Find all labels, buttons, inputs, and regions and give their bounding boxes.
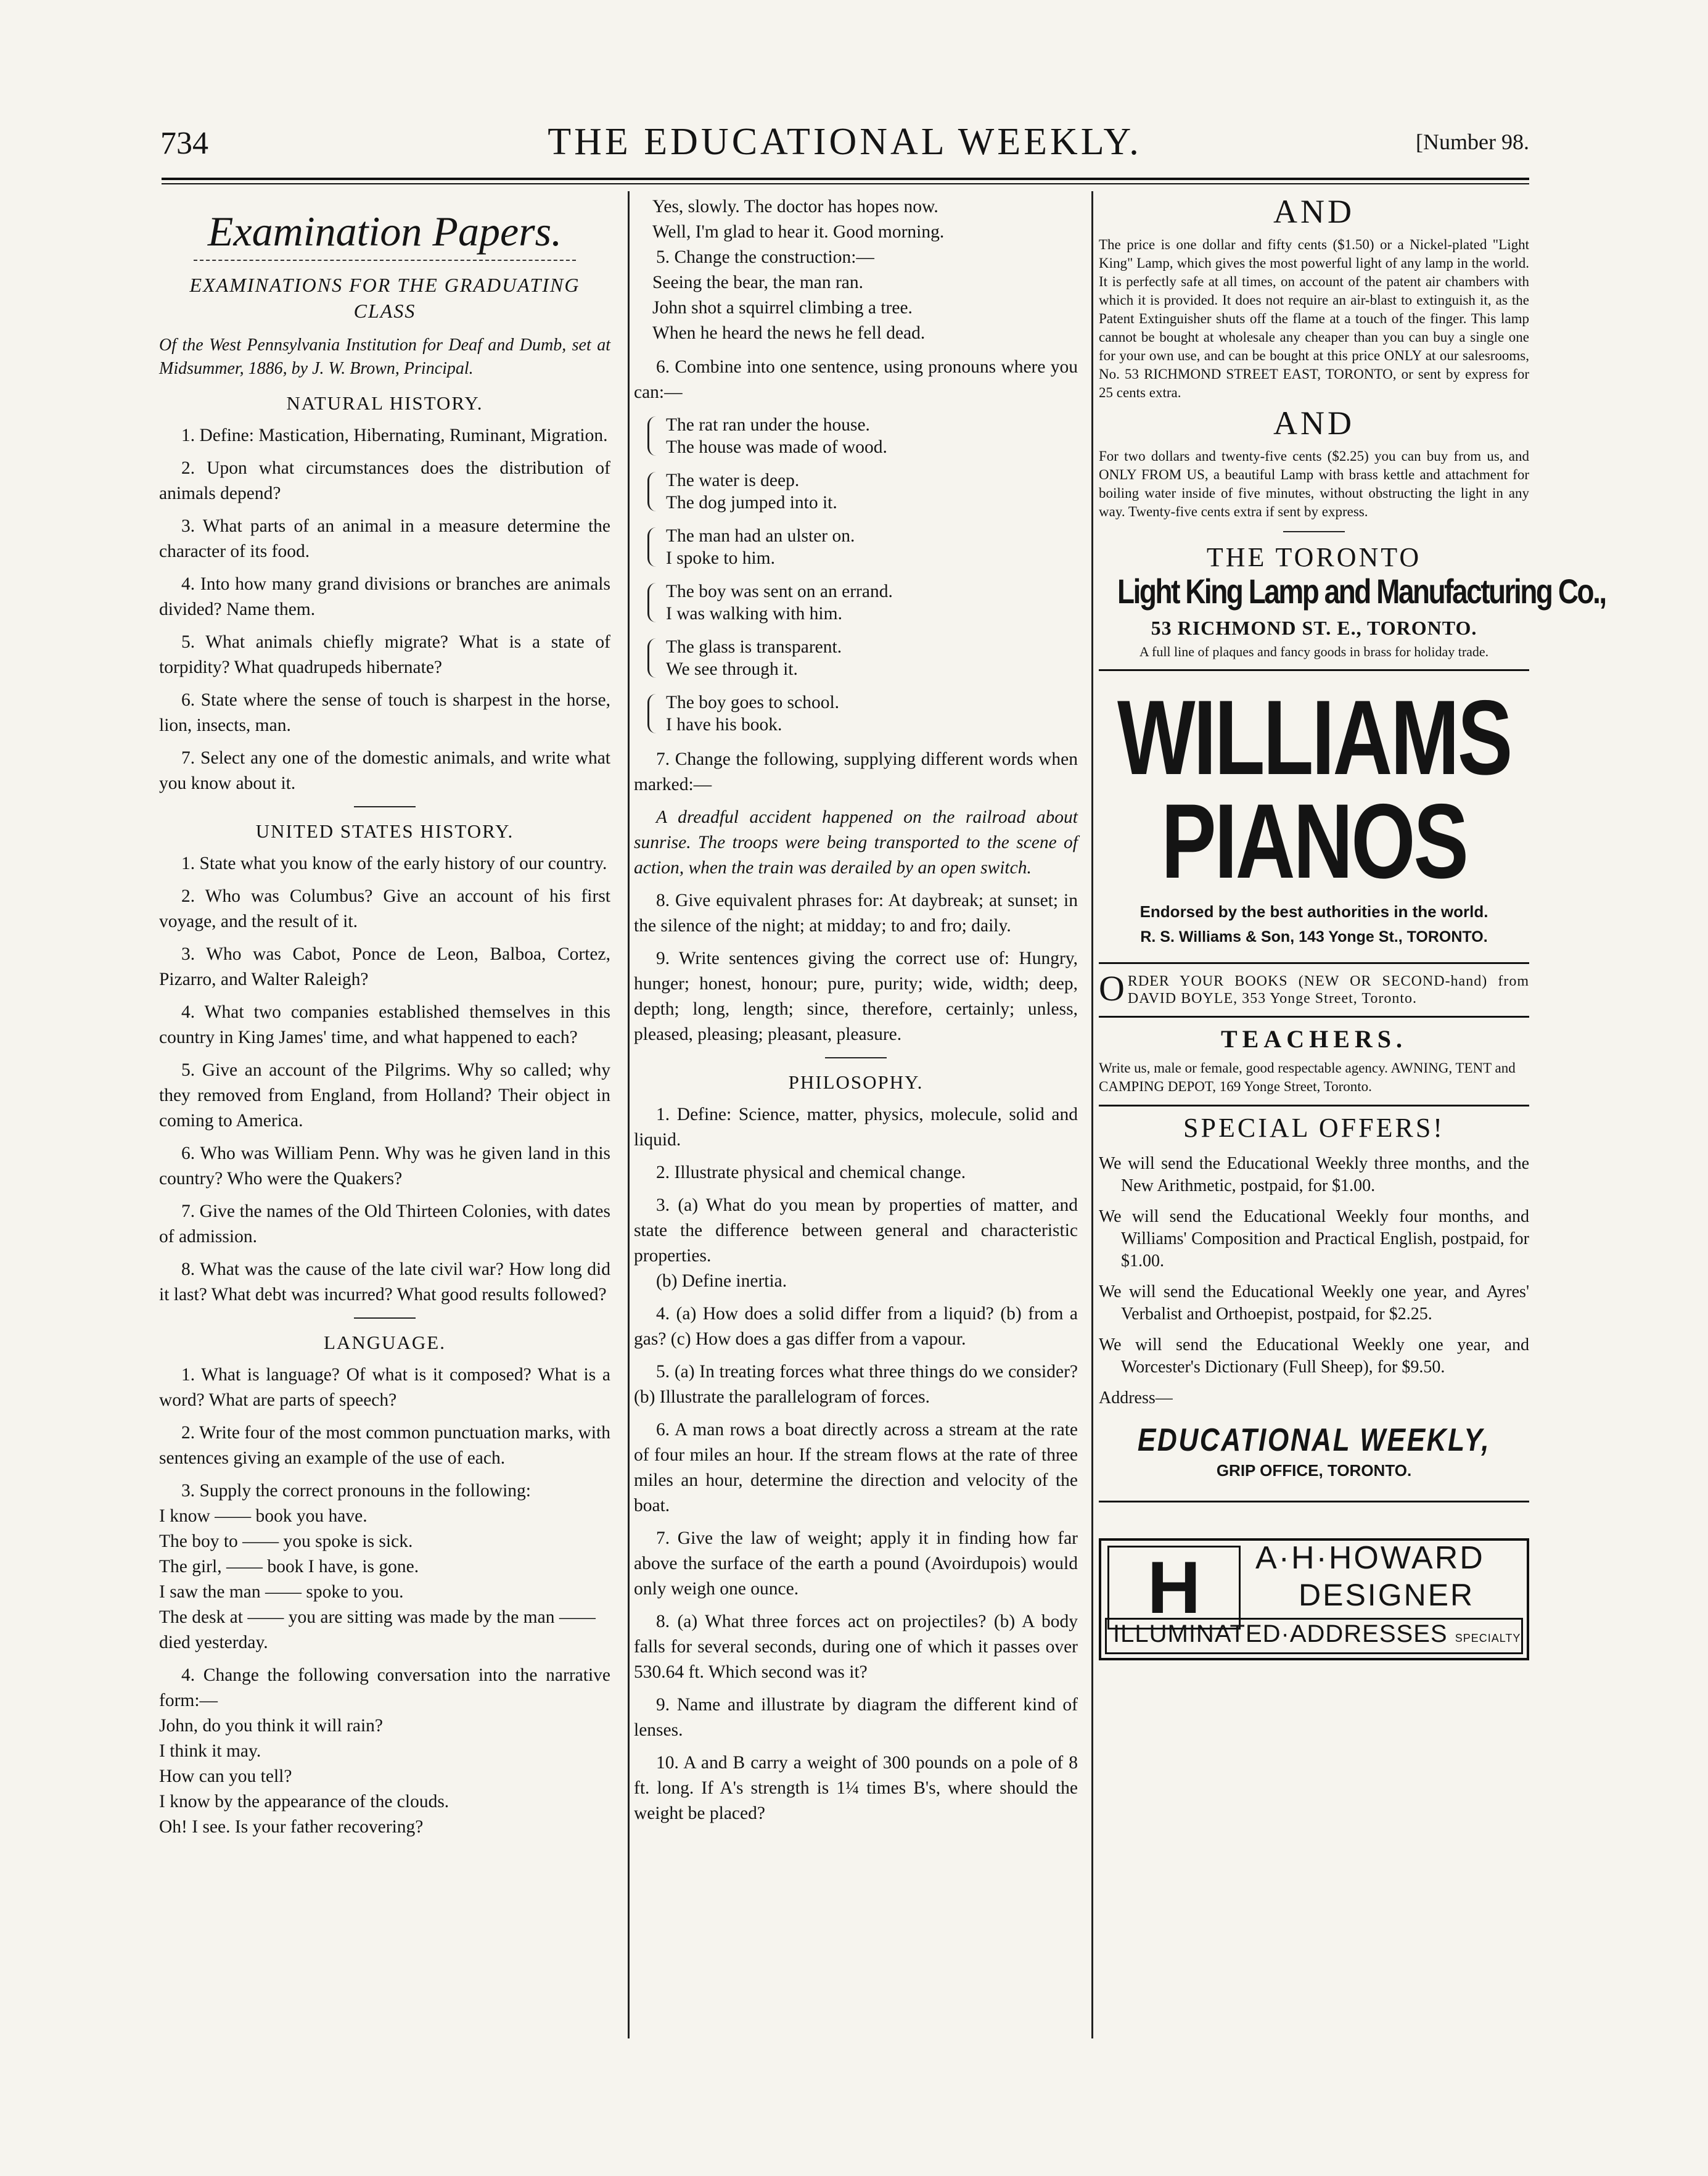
column-divider	[628, 191, 630, 2038]
divider	[1099, 962, 1529, 964]
exercise-line: I know by the appearance of the clouds.	[159, 1792, 450, 1811]
masthead: THE EDUCATIONAL WEEKLY.	[548, 121, 1142, 163]
question: 1. State what you know of the early history of our country.	[181, 854, 607, 873]
exercise-line: John shot a squirrel climbing a tree.	[652, 298, 913, 318]
special-offers-heading: SPECIAL OFFERS!	[1183, 1113, 1445, 1143]
question: 5. Give an account of the Pilgrims. Why so called; why they removed from England, from Holland? Their object in coming to America.	[159, 1060, 610, 1131]
divider	[1099, 669, 1529, 671]
question: 8. Give equivalent phrases for: At daybreak; at sunset; in the silence of the night; at midday; to and fro; daily.	[634, 891, 1078, 936]
divider	[825, 1057, 887, 1058]
column-3-advertisements	[1099, 193, 1606, 1660]
section-heading-us-history: UNITED STATES HISTORY.	[255, 820, 514, 842]
brace-icon	[647, 472, 662, 511]
question: 3. Supply the correct pronouns in the following:	[181, 1481, 531, 1501]
brace-icon	[647, 416, 662, 456]
column-1	[159, 194, 610, 1840]
divider	[194, 260, 576, 261]
company-note: A full line of plaques and fancy goods in brass for holiday trade.	[1139, 644, 1489, 659]
kettle-advertisement: For two dollars and twenty-five cents ($2.25) you can buy from us, and ONLY FROM US, a beautiful Lamp with brass kettle and attachment for boiling water inside of five minutes, without obstructing the light in any way. Twenty-five cents extra if sent by express.	[1099, 448, 1529, 519]
educational-weekly-wordmark: EDUCATIONAL WEEKLY,	[1137, 1422, 1491, 1458]
sentence: The house was made of wood.	[666, 437, 887, 457]
book-order-advertisement	[1099, 968, 1529, 1008]
monogram-h: H	[1107, 1546, 1241, 1630]
question: 4. Into how many grand divisions or branches are animals divided? Name them.	[159, 574, 610, 619]
question: 7. Give the law of weight; apply it in finding how far above the surface of the earth a pound (Avoirdupois) would only weigh one ounce.	[634, 1528, 1078, 1599]
page-header	[160, 120, 1529, 170]
company-heading: THE TORONTO	[1206, 542, 1422, 572]
howard-designer: DESIGNER	[1299, 1578, 1475, 1612]
question: 7. Give the names of the Old Thirteen Colonies, with dates of admission.	[159, 1201, 610, 1247]
divider	[1099, 1016, 1529, 1018]
question: 10. A and B carry a weight of 300 pounds on a pole of 8 ft. long. If A's strength is 1¼ times B's, where should the weight be placed?	[634, 1753, 1078, 1823]
sentence: I have his book.	[666, 715, 782, 735]
exercise-line: John, do you think it will rain?	[159, 1716, 383, 1736]
divider	[354, 806, 416, 807]
williams-address: R. S. Williams & Son, 143 Yonge St., TORONTO.	[1140, 928, 1488, 946]
offer-item: We will send the Educational Weekly one year, and Worcester's Dictionary (Full Sheep), for $9.50.	[1099, 1335, 1529, 1377]
williams-wordmark: WILLIAMS	[1117, 678, 1511, 797]
exercise-passage: A dreadful accident happened on the railroad about sunrise. The troops were being transported to the scene of action, when the train was derailed by an open switch.	[634, 807, 1078, 878]
header-rule	[162, 178, 1529, 180]
sentence: The boy was sent on an errand.	[666, 582, 893, 601]
brace-icon	[647, 638, 662, 678]
sentence: The boy goes to school.	[666, 693, 840, 712]
question-list	[159, 851, 610, 1308]
question: 8. (a) What three forces act on projectiles? (b) A body falls for several seconds, during one of which it passes over 530.64 ft. Which second was it?	[634, 1612, 1078, 1682]
exercise-line: The girl, —— book I have, is gone.	[159, 1557, 419, 1576]
company-address: 53 RICHMOND ST. E., TORONTO.	[1151, 617, 1477, 639]
exercise-line: I know —— book you have.	[159, 1506, 367, 1526]
question: 3. Who was Cabot, Ponce de Leon, Balboa, Cortez, Pizarro, and Walter Raleigh?	[159, 944, 610, 989]
sentence: The dog jumped into it.	[666, 493, 837, 513]
divider	[1099, 1105, 1529, 1107]
question: 9. Write sentences giving the correct use of: Hungry, hunger; honest, honour; pure, purity; wide, width; deep, depth; long, length; since, therefore, certainly; unless, pleased, pleasing; pleasant, pleasure.	[634, 949, 1078, 1044]
question: 2. Write four of the most common punctuation marks, with sentences giving an example of the use of each.	[159, 1423, 610, 1468]
specialty-label: SPECIALTY	[1455, 1632, 1521, 1644]
question: 3. What parts of an animal in a measure determine the character of its food.	[159, 516, 610, 561]
exercise-line: The desk at —— you are sitting was made by the man —— died yesterday.	[159, 1607, 596, 1652]
section-title: Examination Papers.	[207, 208, 562, 255]
issue-number: [Number 98.	[1416, 130, 1529, 154]
sentence: We see through it.	[666, 659, 798, 679]
offer-item: We will send the Educational Weekly one year, and Ayres' Verbalist and Orthoepist, postpaid, for $2.25.	[1099, 1282, 1529, 1324]
offer-item: We will send the Educational Weekly three months, and the New Arithmetic, postpaid, for $1.00.	[1099, 1154, 1529, 1195]
exercise-line: Oh! I see. Is your father recovering?	[159, 1817, 424, 1837]
endorsement: Endorsed by the best authorities in the world.	[1139, 902, 1488, 921]
exam-heading: EXAMINATIONS FOR THE GRADUATING CLASS	[189, 274, 580, 322]
question: 5. Change the construction:—	[656, 247, 874, 267]
order-text: RDER YOUR BOOKS (NEW OR SECOND-hand) from DAVID BOYLE, 353 Yonge Street, Toronto.	[1127, 973, 1529, 1007]
question: 1. Define: Science, matter, physics, molecule, solid and liquid.	[634, 1105, 1078, 1150]
exercise-line: The boy to —— you spoke is sick.	[159, 1531, 413, 1551]
exercise-line: Seeing the bear, the man ran.	[652, 273, 864, 292]
question: 9. Name and illustrate by diagram the different kind of lenses.	[634, 1695, 1078, 1740]
section-heading-natural-history: NATURAL HISTORY.	[286, 392, 483, 414]
question: 4. What two companies established themselves in this country in King James' time, and what happened to each?	[159, 1002, 610, 1047]
sentence-pair	[634, 636, 1078, 680]
sentence: The glass is transparent.	[666, 637, 842, 657]
teachers-heading: TEACHERS.	[1220, 1025, 1408, 1053]
lamp-advertisement: The price is one dollar and fifty cents ($1.50) or a Nickel-plated "Light King" Lamp, which gives the most powerful light of any lamp in the world. It is perfectly safe at all times, on account of the patent air chambers with which it is provided. It does not require an air-blast to extinguish it, as the Patent Extinguisher shuts off the flame at a touch of the finger. This lamp cannot be bought at wholesale any cheaper than you can buy a single one for your own use, and can be bought at this price ONLY at our salesrooms, No. 53 RICHMOND STREET EAST, TORONTO, or sent by express for 25 cents extra.	[1099, 237, 1529, 400]
sentence: The water is deep.	[666, 471, 800, 490]
howard-name: A·H·HOWARD	[1255, 1540, 1485, 1576]
question: 4. (a) How does a solid differ from a liquid? (b) from a gas? (c) How does a gas differ from a vapour.	[634, 1304, 1078, 1349]
question-list	[159, 423, 610, 796]
institution-note: Of the West Pennsylvania Institution for Deaf and Dumb, set at Midsummer, 1886, by J. W. Brown, Principal.	[159, 336, 610, 378]
brace-icon	[647, 583, 662, 622]
question: 3. (a) What do you mean by properties of matter, and state the difference between general and characteristic properties.	[634, 1195, 1078, 1266]
question: 6. Combine into one sentence, using pronouns where you can:—	[634, 357, 1078, 402]
column-divider	[1091, 191, 1093, 2038]
question: 8. What was the cause of the late civil war? How long did it last? What debt was incurred? What good results followed?	[159, 1259, 610, 1304]
drop-cap: O	[1099, 968, 1125, 1008]
address-label: Address—	[1099, 1388, 1173, 1407]
exercise-line: I saw the man —— spoke to you.	[159, 1582, 404, 1602]
section-heading-philosophy: PHILOSOPHY.	[788, 1071, 924, 1093]
sentence: The rat ran under the house.	[666, 415, 870, 435]
exercise-line: How can you tell?	[159, 1766, 292, 1786]
question-list	[634, 1102, 1078, 1826]
grip-office: GRIP OFFICE, TORONTO.	[1216, 1461, 1412, 1480]
question: 6. State where the sense of touch is sharpest in the horse, lion, insects, man.	[159, 690, 610, 735]
question: (b) Define inertia.	[656, 1271, 787, 1291]
sentence-pair	[634, 469, 1078, 514]
page-number: 734	[160, 126, 208, 161]
brace-icon	[647, 694, 662, 733]
illuminated-addresses-banner	[1105, 1618, 1523, 1654]
sentence: I spoke to him.	[666, 548, 775, 568]
question: 5. What animals chiefly migrate? What is a state of torpidity? What quadrupeds hibernate?	[159, 632, 610, 677]
williams-pianos-advertisement	[1099, 680, 1529, 962]
question: 5. (a) In treating forces what three things do we consider? (b) Illustrate the parallelogram of forces.	[634, 1362, 1078, 1407]
sentence: I was walking with him.	[666, 604, 842, 624]
howard-designer-logo	[1099, 1538, 1529, 1660]
sentence-pair	[634, 691, 1078, 736]
and-heading: AND	[1273, 405, 1355, 442]
teachers-advertisement: Write us, male or female, good respectable agency. AWNING, TENT and CAMPING DEPOT, 169 Yonge Street, Toronto.	[1099, 1060, 1516, 1094]
divider	[354, 1317, 416, 1319]
question: 1. Define: Mastication, Hibernating, Ruminant, Migration.	[181, 426, 608, 445]
divider	[1099, 1501, 1529, 1502]
question: 2. Who was Columbus? Give an account of his first voyage, and the result of it.	[159, 886, 610, 931]
exercise-line: Well, I'm glad to hear it. Good morning.	[652, 222, 945, 242]
offer-item: We will send the Educational Weekly four months, and Williams' Composition and Practical English, postpaid, for $1.00.	[1099, 1207, 1529, 1271]
question: 6. A man rows a boat directly across a stream at the rate of four miles an hour. If the stream flows at the rate of three miles an hour, determine the direction and velocity of the boat.	[634, 1420, 1078, 1515]
and-heading: AND	[1273, 193, 1355, 230]
sentence-pair	[634, 580, 1078, 625]
header-rule-thin	[162, 183, 1529, 184]
sentence-pair	[634, 414, 1078, 458]
exercise-line: When he heard the news he fell dead.	[652, 323, 926, 343]
sentence-pair	[634, 525, 1078, 569]
question: 7. Select any one of the domestic animals, and write what you know about it.	[159, 748, 610, 793]
pianos-wordmark: PIANOS	[1161, 782, 1467, 900]
section-heading-language: LANGUAGE.	[324, 1332, 446, 1353]
question: 6. Who was William Penn. Why was he given land in this country? Who were the Quakers?	[159, 1144, 610, 1189]
divider	[1283, 531, 1345, 532]
exercise-line: I think it may.	[159, 1741, 261, 1761]
company-name: Light King Lamp and Manufacturing Co.,	[1117, 572, 1606, 611]
illuminated-addresses: ILLUMINATED·ADDRESSES	[1113, 1620, 1448, 1647]
column-2	[634, 194, 1078, 1834]
exercise-line: Yes, slowly. The doctor has hopes now.	[652, 197, 938, 216]
question: 7. Change the following, supplying different words when marked:—	[634, 749, 1078, 794]
question: 2. Upon what circumstances does the distribution of animals depend?	[159, 458, 610, 503]
brace-icon	[647, 527, 662, 567]
question: 1. What is language? Of what is it composed? What is a word? What are parts of speech?	[159, 1365, 610, 1410]
sentence: The man had an ulster on.	[666, 526, 855, 546]
question: 2. Illustrate physical and chemical change.	[656, 1163, 966, 1182]
question: 4. Change the following conversation into the narrative form:—	[159, 1665, 610, 1710]
